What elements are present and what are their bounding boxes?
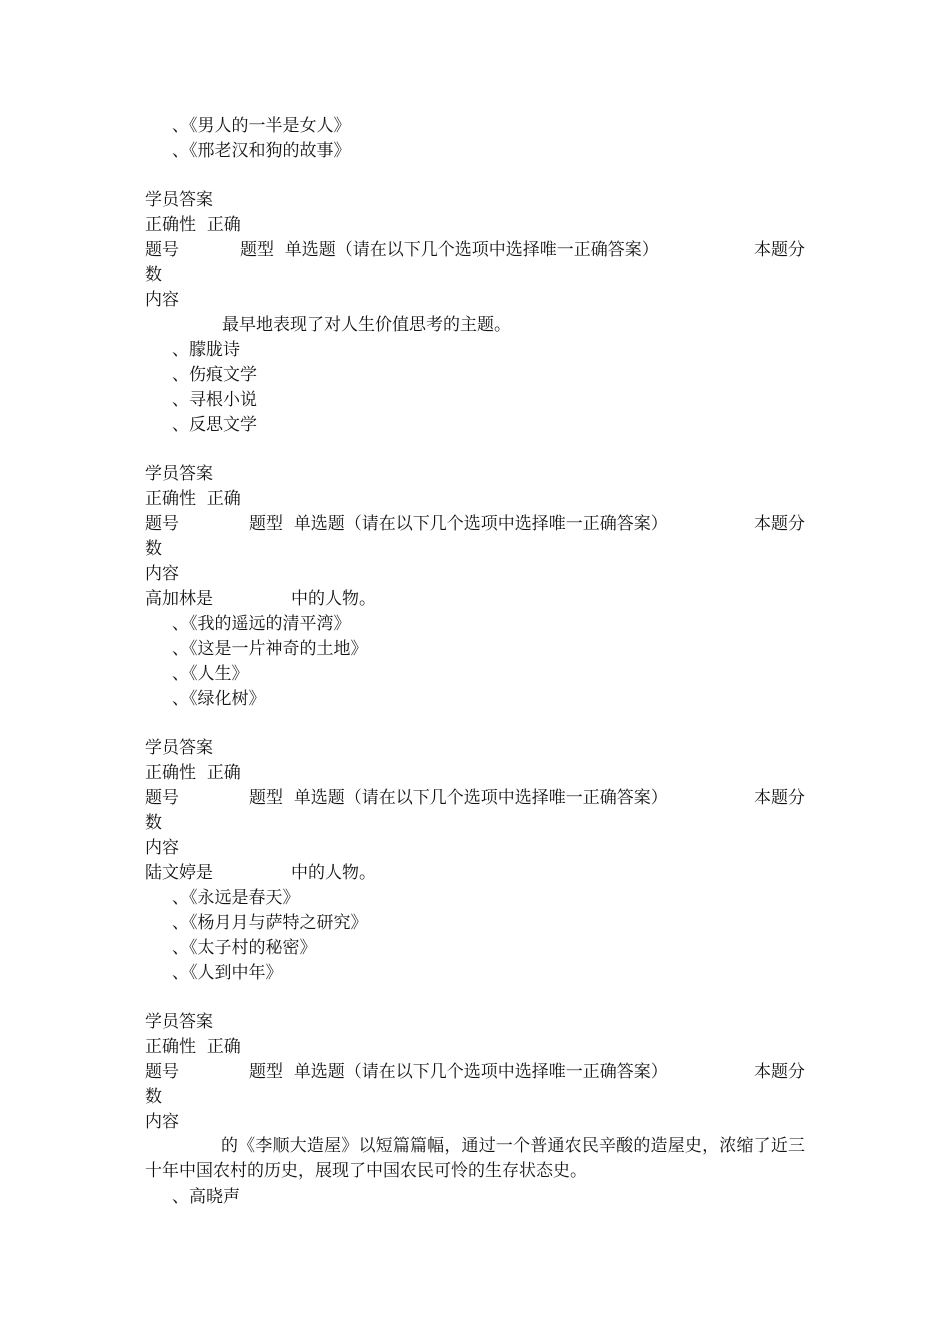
option-item: 、《杨月月与萨特之研究》	[172, 913, 368, 933]
question-type: 题型 单选题（请在以下几个选项中选择唯一正确答案）	[249, 1062, 668, 1082]
question-stem: 的《李顺大造屋》以短篇篇幅，通过一个普通农民辛酸的造屋史，浓缩了近三十年中国农村的历史，展现了中国农民可怜的生存状态史。	[145, 1136, 805, 1181]
question-type: 题型 单选题（请在以下几个选项中选择唯一正确答案）	[240, 240, 659, 260]
option-item: 、《人到中年》	[172, 963, 283, 983]
score-label: 本题分	[754, 788, 805, 808]
option-item: 、《绿化树》	[172, 689, 266, 709]
student-answer-label: 学员答案	[145, 1012, 213, 1032]
option-item: 、《男人的一半是女人》	[172, 116, 351, 136]
question-type: 题型 单选题（请在以下几个选项中选择唯一正确答案）	[249, 514, 668, 534]
score-label: 本题分	[754, 514, 805, 534]
correctness-row	[145, 1036, 241, 1058]
score-label-cont: 数	[145, 265, 162, 285]
option-item: 、伤痕文学	[172, 365, 257, 385]
correctness-row	[145, 214, 241, 236]
option-item: 、《这是一片神奇的土地》	[172, 639, 368, 659]
correctness-label: 正确性	[145, 763, 196, 783]
correctness-label: 正确性	[145, 215, 196, 235]
correctness-label: 正确性	[145, 1037, 196, 1057]
option-item: 、朦胧诗	[172, 340, 240, 360]
option-item: 、《太子村的秘密》	[172, 938, 317, 958]
correctness-value: 正确	[206, 1037, 241, 1057]
option-item: 、《我的遥远的清平湾》	[172, 614, 351, 634]
question-stem: 高加林是 中的人物。	[145, 589, 376, 609]
student-answer-label: 学员答案	[145, 190, 213, 210]
question-type: 题型 单选题（请在以下几个选项中选择唯一正确答案）	[249, 788, 668, 808]
correctness-label: 正确性	[145, 489, 196, 509]
correctness-value: 正确	[206, 489, 241, 509]
student-answer-label: 学员答案	[145, 464, 213, 484]
content-label: 内容	[145, 1112, 179, 1132]
question-number-label: 题号	[145, 240, 179, 260]
content-label: 内容	[145, 564, 179, 584]
question-stem: 最早地表现了对人生价值思考的主题。	[222, 315, 511, 335]
score-label-cont: 数	[145, 539, 162, 559]
score-label-cont: 数	[145, 1087, 162, 1107]
student-answer-label: 学员答案	[145, 738, 213, 758]
option-item: 、反思文学	[172, 415, 257, 435]
content-label: 内容	[145, 838, 179, 858]
correctness-value: 正确	[206, 763, 241, 783]
question-stem: 陆文婷是 中的人物。	[145, 863, 376, 883]
question-number-label: 题号	[145, 788, 179, 808]
correctness-value: 正确	[206, 215, 241, 235]
score-label-cont: 数	[145, 813, 162, 833]
option-item: 、《永远是春天》	[172, 888, 300, 908]
score-label: 本题分	[754, 240, 805, 260]
score-label: 本题分	[754, 1062, 805, 1082]
option-item: 、高晓声	[172, 1187, 240, 1207]
option-item: 、《邢老汉和狗的故事》	[172, 141, 351, 161]
correctness-row	[145, 762, 241, 784]
option-item: 、《人生》	[172, 664, 249, 684]
question-number-label: 题号	[145, 514, 179, 534]
option-item: 、寻根小说	[172, 390, 257, 410]
correctness-row	[145, 488, 241, 510]
content-label: 内容	[145, 290, 179, 310]
question-number-label: 题号	[145, 1062, 179, 1082]
